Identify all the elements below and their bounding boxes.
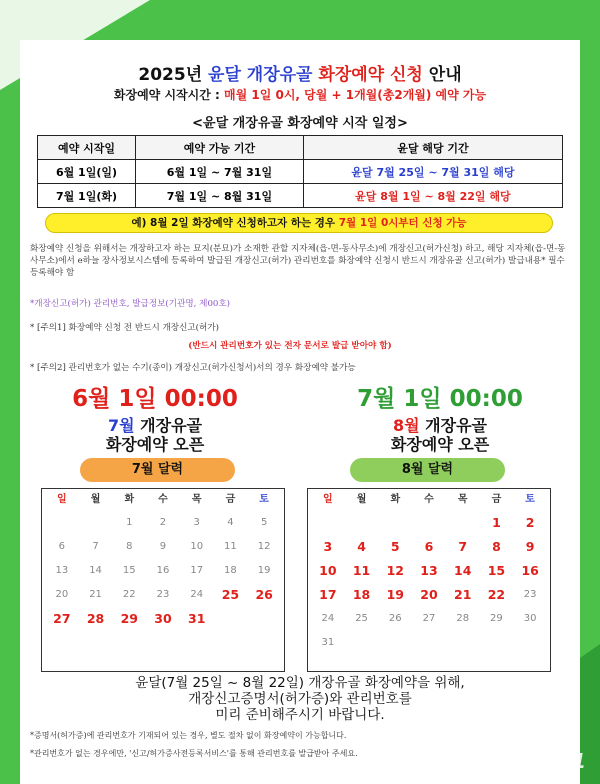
- calendar-day: 5: [390, 539, 400, 554]
- calendar-day: 4: [357, 539, 366, 554]
- reservation-start-time: 화장예약 시작시간 : 매월 1일 0시, 당월 + 1개월(총2개월) 예약 가능: [113, 88, 487, 102]
- open-time-august: 7월 1일 00:00: [357, 386, 523, 412]
- schedule-heading: <윤달 개장유골 화장예약 시작 일정>: [192, 116, 408, 131]
- weekday-header: 월: [90, 494, 101, 505]
- weekday-header: 수: [424, 494, 434, 505]
- schedule-header-row: [38, 136, 563, 160]
- calendar-empty-cell: [311, 511, 345, 535]
- required-info-note: *개장신고(허가) 관리번호, 발급정보(기관명, 제00호): [30, 299, 231, 309]
- weekday-header: 월: [356, 494, 367, 505]
- weekday-header: 목: [191, 494, 202, 505]
- calendar-day: 9: [159, 541, 167, 552]
- calendar-day: 28: [456, 613, 470, 624]
- calendar-day: 12: [257, 541, 271, 552]
- calendar-day: 20: [55, 589, 69, 600]
- calendar-day: 10: [190, 541, 204, 552]
- calendar-day: 29: [120, 611, 138, 626]
- calendar-empty-cell: [378, 511, 412, 535]
- page-title: 2025년 윤달 개장유골 화장예약 신청 안내: [138, 65, 462, 85]
- calendar-empty-cell: [79, 511, 113, 535]
- july-calendar-grid: [42, 489, 284, 655]
- weekday-header: 토: [259, 494, 269, 505]
- calendar-day: 15: [487, 563, 506, 578]
- calendar-day: 2: [525, 515, 535, 530]
- calendar-day: 8: [126, 541, 133, 552]
- calendar-day: 15: [122, 565, 136, 576]
- example-banner: 예) 8월 2일 화장예약 신청하고자 하는 경우 7월 1일 0시부터 신청 가능: [45, 213, 553, 233]
- closing-message: 윤달(7월 25일 ~ 8월 22일) 개장유골 화장예약을 위해, 개장신고증명서(허가증)와 관리번호를 미리 준비해주시기 바랍니다.: [135, 675, 465, 723]
- schedule-row: 6월 1일(일) 6월 1일 ~ 7월 31일 윤달 7월 25일 ~ 7월 31일 해당: [38, 160, 563, 184]
- weekday-header: 화: [390, 494, 401, 505]
- august-calendar-grid: [308, 489, 550, 655]
- calendar-day: 11: [352, 563, 371, 578]
- header-leap: 윤달 해당 기간: [303, 136, 562, 160]
- july-calendar: [41, 488, 285, 672]
- calendar-day: 19: [386, 587, 404, 602]
- calendar-day: 29: [490, 613, 503, 624]
- calendar-day: 23: [523, 589, 537, 600]
- august-calendar: [307, 488, 551, 672]
- header-period: 예약 가능 기간: [136, 136, 304, 160]
- calendar-day: 26: [388, 613, 402, 624]
- calendar-day: 25: [221, 587, 240, 602]
- schedule-row: 7월 1일(화) 7월 1일 ~ 8월 31일 윤달 8월 1일 ~ 8월 22일 해당: [38, 184, 563, 208]
- calendar-day: 9: [525, 539, 535, 554]
- calendar-day: 3: [193, 517, 200, 528]
- open-label-july: 7월 개장유골: [108, 416, 202, 435]
- calendar-day: 17: [190, 565, 204, 576]
- calendar-day: 1: [126, 517, 133, 528]
- calendar-day: 6: [58, 541, 66, 552]
- calendar-day: 22: [487, 587, 506, 602]
- caution-1: * [주의1] 화장예약 신청 전 반드시 개장신고(허가): [30, 323, 219, 333]
- calendar-day: 5: [260, 517, 268, 528]
- calendar-day: 13: [420, 563, 438, 578]
- calendar-day: 8: [492, 539, 501, 554]
- calendar-day: 25: [355, 613, 368, 624]
- calendar-empty-cell: [513, 631, 547, 655]
- august-calendar-label: 8월 달력: [350, 458, 505, 482]
- calendar-day: 7: [92, 541, 99, 552]
- open-label-july-2: 화장예약 오픈: [105, 435, 205, 454]
- weekday-header: 금: [225, 494, 236, 505]
- weekday-header: 금: [491, 494, 502, 505]
- calendar-day: 23: [156, 589, 170, 600]
- calendar-empty-cell: [45, 631, 79, 655]
- calendar-day: 28: [86, 611, 105, 626]
- calendar-day: 19: [257, 565, 271, 576]
- calendar-empty-cell: [446, 511, 480, 535]
- calendar-day: 11: [224, 541, 237, 552]
- calendar-day: 26: [255, 587, 273, 602]
- caution-1-detail: (반드시 관리번호가 있는 전자 문서로 발급 받아야 함): [188, 341, 392, 351]
- calendar-empty-cell: [412, 511, 446, 535]
- calendar-day: 18: [352, 587, 371, 602]
- calendar-day: 6: [424, 539, 434, 554]
- caution-2: * [주의2] 관리번호가 없는 수기(종이) 개장신고(허가신청서)서의 경우 화장예약 불가능: [30, 363, 356, 373]
- july-calendar-label: 7월 달력: [80, 458, 235, 482]
- calendar-day: 27: [422, 613, 436, 624]
- calendar-day: 31: [188, 611, 206, 626]
- calendar-empty-cell: [378, 631, 412, 655]
- weekday-header: 일: [323, 494, 333, 505]
- calendar-empty-cell: [446, 631, 480, 655]
- calendar-day: 24: [190, 589, 204, 600]
- calendar-day: 3: [323, 539, 333, 554]
- calendar-day: 31: [321, 637, 335, 648]
- weekday-header: 수: [158, 494, 168, 505]
- weekday-header: 토: [525, 494, 535, 505]
- calendar-day: 14: [454, 563, 472, 578]
- calendar-day: 2: [159, 517, 167, 528]
- weekday-header: 목: [457, 494, 468, 505]
- footnote: *관리번호가 없는 경우에만, '신고/허가증사전등록서비스'를 통해 관리번호를 발급받아 주세요.: [30, 749, 358, 758]
- calendar-day: 13: [55, 565, 69, 576]
- header-start: 예약 시작일: [38, 136, 136, 160]
- footnote: *증명서(허가증)에 관리번호가 기재되어 있는 경우, 별도 절차 없이 화장예약이 가능합니다.: [30, 731, 347, 740]
- instruction-paragraph: 화장예약 신청을 위해서는 개장하고자 하는 묘지(분묘)가 소재한 관할 지자체(읍-면-동사무소)에 개장신고(허가신청) 하고, 해당 지자체(읍-면-동사무소)에서 e하늘 장사정보시스템에 등록하여 발급된 개장신고(허가) 관리번호를 화장예약 신청시 반드시 개장유골 신고(허가) 발급내용* 필수 등록해야 함: [30, 244, 566, 278]
- weekday-header: 일: [57, 494, 67, 505]
- schedule-table: [37, 135, 563, 208]
- calendar-day: 20: [420, 587, 438, 602]
- calendar-day: 22: [122, 589, 136, 600]
- news1-watermark: 뉴스1: [533, 749, 586, 773]
- calendar-day: 10: [319, 563, 337, 578]
- open-time-july: 6월 1일 00:00: [72, 386, 238, 412]
- calendar-empty-cell: [345, 511, 379, 535]
- calendar-day: 30: [154, 611, 172, 626]
- calendar-empty-cell: [345, 631, 379, 655]
- calendar-day: 17: [319, 587, 337, 602]
- calendar-day: 12: [386, 563, 404, 578]
- calendar-day: 27: [53, 611, 71, 626]
- calendar-empty-cell: [412, 631, 446, 655]
- calendar-empty-cell: [480, 631, 514, 655]
- calendar-day: 18: [224, 565, 237, 576]
- weekday-header: 화: [124, 494, 135, 505]
- calendar-day: 7: [458, 539, 468, 554]
- calendar-day: 1: [492, 515, 501, 530]
- calendar-day: 16: [156, 565, 170, 576]
- calendar-day: 21: [89, 589, 102, 600]
- calendar-day: 30: [523, 613, 537, 624]
- calendar-day: 21: [454, 587, 472, 602]
- notice-page: [20, 40, 580, 784]
- calendar-day: 14: [89, 565, 102, 576]
- calendar-empty-cell: [214, 607, 248, 631]
- calendar-empty-cell: [45, 511, 79, 535]
- calendar-day: 24: [321, 613, 335, 624]
- open-label-august: 8월 개장유골: [393, 416, 487, 435]
- calendar-day: 4: [227, 517, 234, 528]
- calendar-day: 16: [521, 563, 539, 578]
- open-label-august-2: 화장예약 오픈: [390, 435, 490, 454]
- calendar-empty-cell: [247, 607, 281, 631]
